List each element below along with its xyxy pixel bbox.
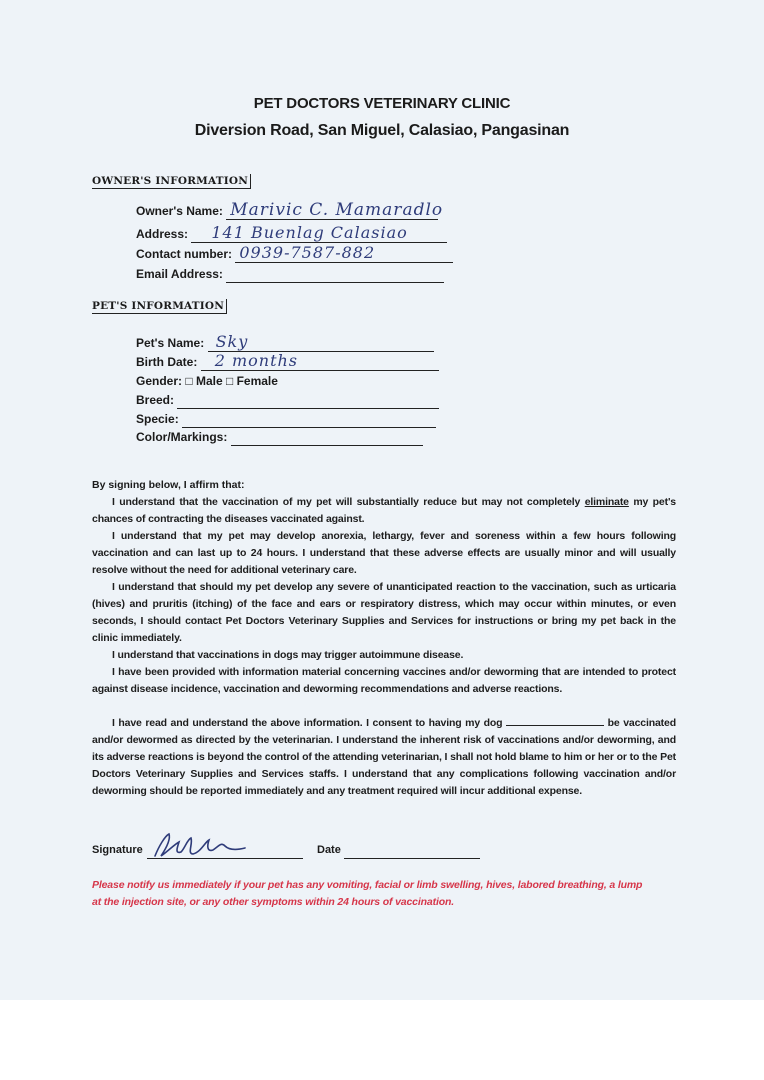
male-option-label: Male (195, 374, 223, 388)
female-checkbox[interactable]: □ (225, 374, 234, 388)
breed-field (136, 391, 439, 409)
female-option-label: Female (236, 374, 278, 388)
affirmation-paragraph-5: I have been provided with information material concerning vaccines and/or deworming that are intended to protect against disease incidence, vaccination and deworming recommendations and adverse reactions. (92, 666, 676, 695)
gender-label: Gender: (136, 374, 183, 388)
email-label: Email Address: (136, 267, 223, 281)
specie-line (182, 411, 436, 428)
specie-label: Specie: (136, 412, 179, 426)
owner-name-line (226, 200, 444, 220)
specie-field (136, 410, 436, 428)
contact-number-value: 0939-7587-882 (239, 243, 376, 262)
affirmation-paragraph-3: I understand that should my pet develop any severe of unanticipated reaction to the vaccination, such as urticaria (hives) and pruritis (itching) of the face and ears or respiratory distress, which may occur within minutes, or even seconds, I should contact Pet Doctors Veterinary Supplies and Services for instructions or bring my pet back in the clinic immediately. (92, 581, 676, 644)
email-field (136, 265, 444, 283)
contact-number-label: Contact number: (136, 247, 232, 261)
owner-address-line (191, 223, 447, 243)
contact-number-field (136, 245, 453, 263)
owner-address-field (136, 225, 447, 243)
paragraph-6-text-end: be vaccinated and/or dewormed as directed by the veterinarian. I understand the inherent risk of vaccinations and/or deworming, and its adverse reactions is beyond the control of the attending veterinarian, I shall not hold blame to him or her or to the Pet Doctors Veterinary Supplies and Services staffs. I understand that any complications following vaccination and/or deworming should be reported immediately and any treatment required will incur additional expense. (92, 717, 676, 797)
birth-date-label: Birth Date: (136, 355, 198, 369)
breed-label: Breed: (136, 393, 175, 407)
owner-address-value: 141 Buenlag Calasiao (211, 223, 408, 242)
birth-date-field (136, 353, 439, 371)
email-line (226, 266, 444, 283)
paragraph-6-text: I have read and understand the above information. I consent to having my dog (112, 717, 503, 729)
handwritten-signature (147, 828, 257, 862)
dog-name-blank (506, 715, 604, 726)
owner-name-value: Marivic C. Mamaradlo (230, 200, 444, 220)
clinic-address: Diversion Road, San Miguel, Calasiao, Pangasinan (194, 122, 570, 139)
affirmation-paragraph-4: I understand that vaccinations in dogs may trigger autoimmune disease. (112, 649, 464, 661)
male-checkbox[interactable]: □ (185, 374, 193, 388)
contact-number-line (235, 243, 453, 263)
pet-name-field (136, 334, 434, 352)
birth-date-value: 2 months (214, 351, 299, 370)
owner-name-field (136, 200, 444, 220)
owner-address-label: Address: (136, 227, 189, 241)
gender-field (136, 372, 278, 390)
pet-name-label: Pet's Name: (136, 336, 205, 350)
pet-section-heading: PET'S INFORMATION (92, 299, 227, 314)
date-label: Date (317, 844, 341, 856)
pet-name-value: Sky (215, 332, 249, 351)
affirmation-paragraph-6 (92, 715, 676, 800)
paragraph-1-text: I understand that the vaccination of my pet will substantially reduce but may not completely (112, 496, 581, 508)
date-line (344, 844, 480, 859)
clinic-name: PET DOCTORS VETERINARY CLINIC (253, 95, 511, 112)
signature-label: Signature (92, 844, 143, 856)
affirmation-paragraph-1 (92, 494, 676, 528)
pet-name-line (208, 332, 434, 352)
color-markings-line (231, 429, 423, 446)
vaccination-notice: Please notify us immediately if your pet has any vomiting, facial or limb swelling, hives, labored breathing, a lump at the injection site, or any other symptoms within 24 hours of vaccination. (92, 879, 643, 908)
birth-date-line (201, 351, 439, 371)
underlined-word-eliminate: eliminate (584, 496, 629, 508)
color-markings-field (136, 428, 423, 446)
affirmation-paragraph-2: I understand that my pet may develop anorexia, lethargy, fever and soreness within a few hours following vaccination and can last up to 24 hours. I understand that these adverse effects are usually minor and will usually resolve without the need for additional veterinary care. (92, 530, 676, 576)
owner-name-label: Owner's Name: (136, 204, 223, 218)
color-markings-label: Color/Markings: (136, 430, 228, 444)
breed-line (177, 392, 439, 409)
owner-section-heading: OWNER'S INFORMATION (92, 174, 251, 189)
paragraph-1-text-end: my pet's chances of contracting the diseases vaccinated against. (92, 496, 676, 525)
affirmation-heading: By signing below, I affirm that: (92, 479, 245, 491)
